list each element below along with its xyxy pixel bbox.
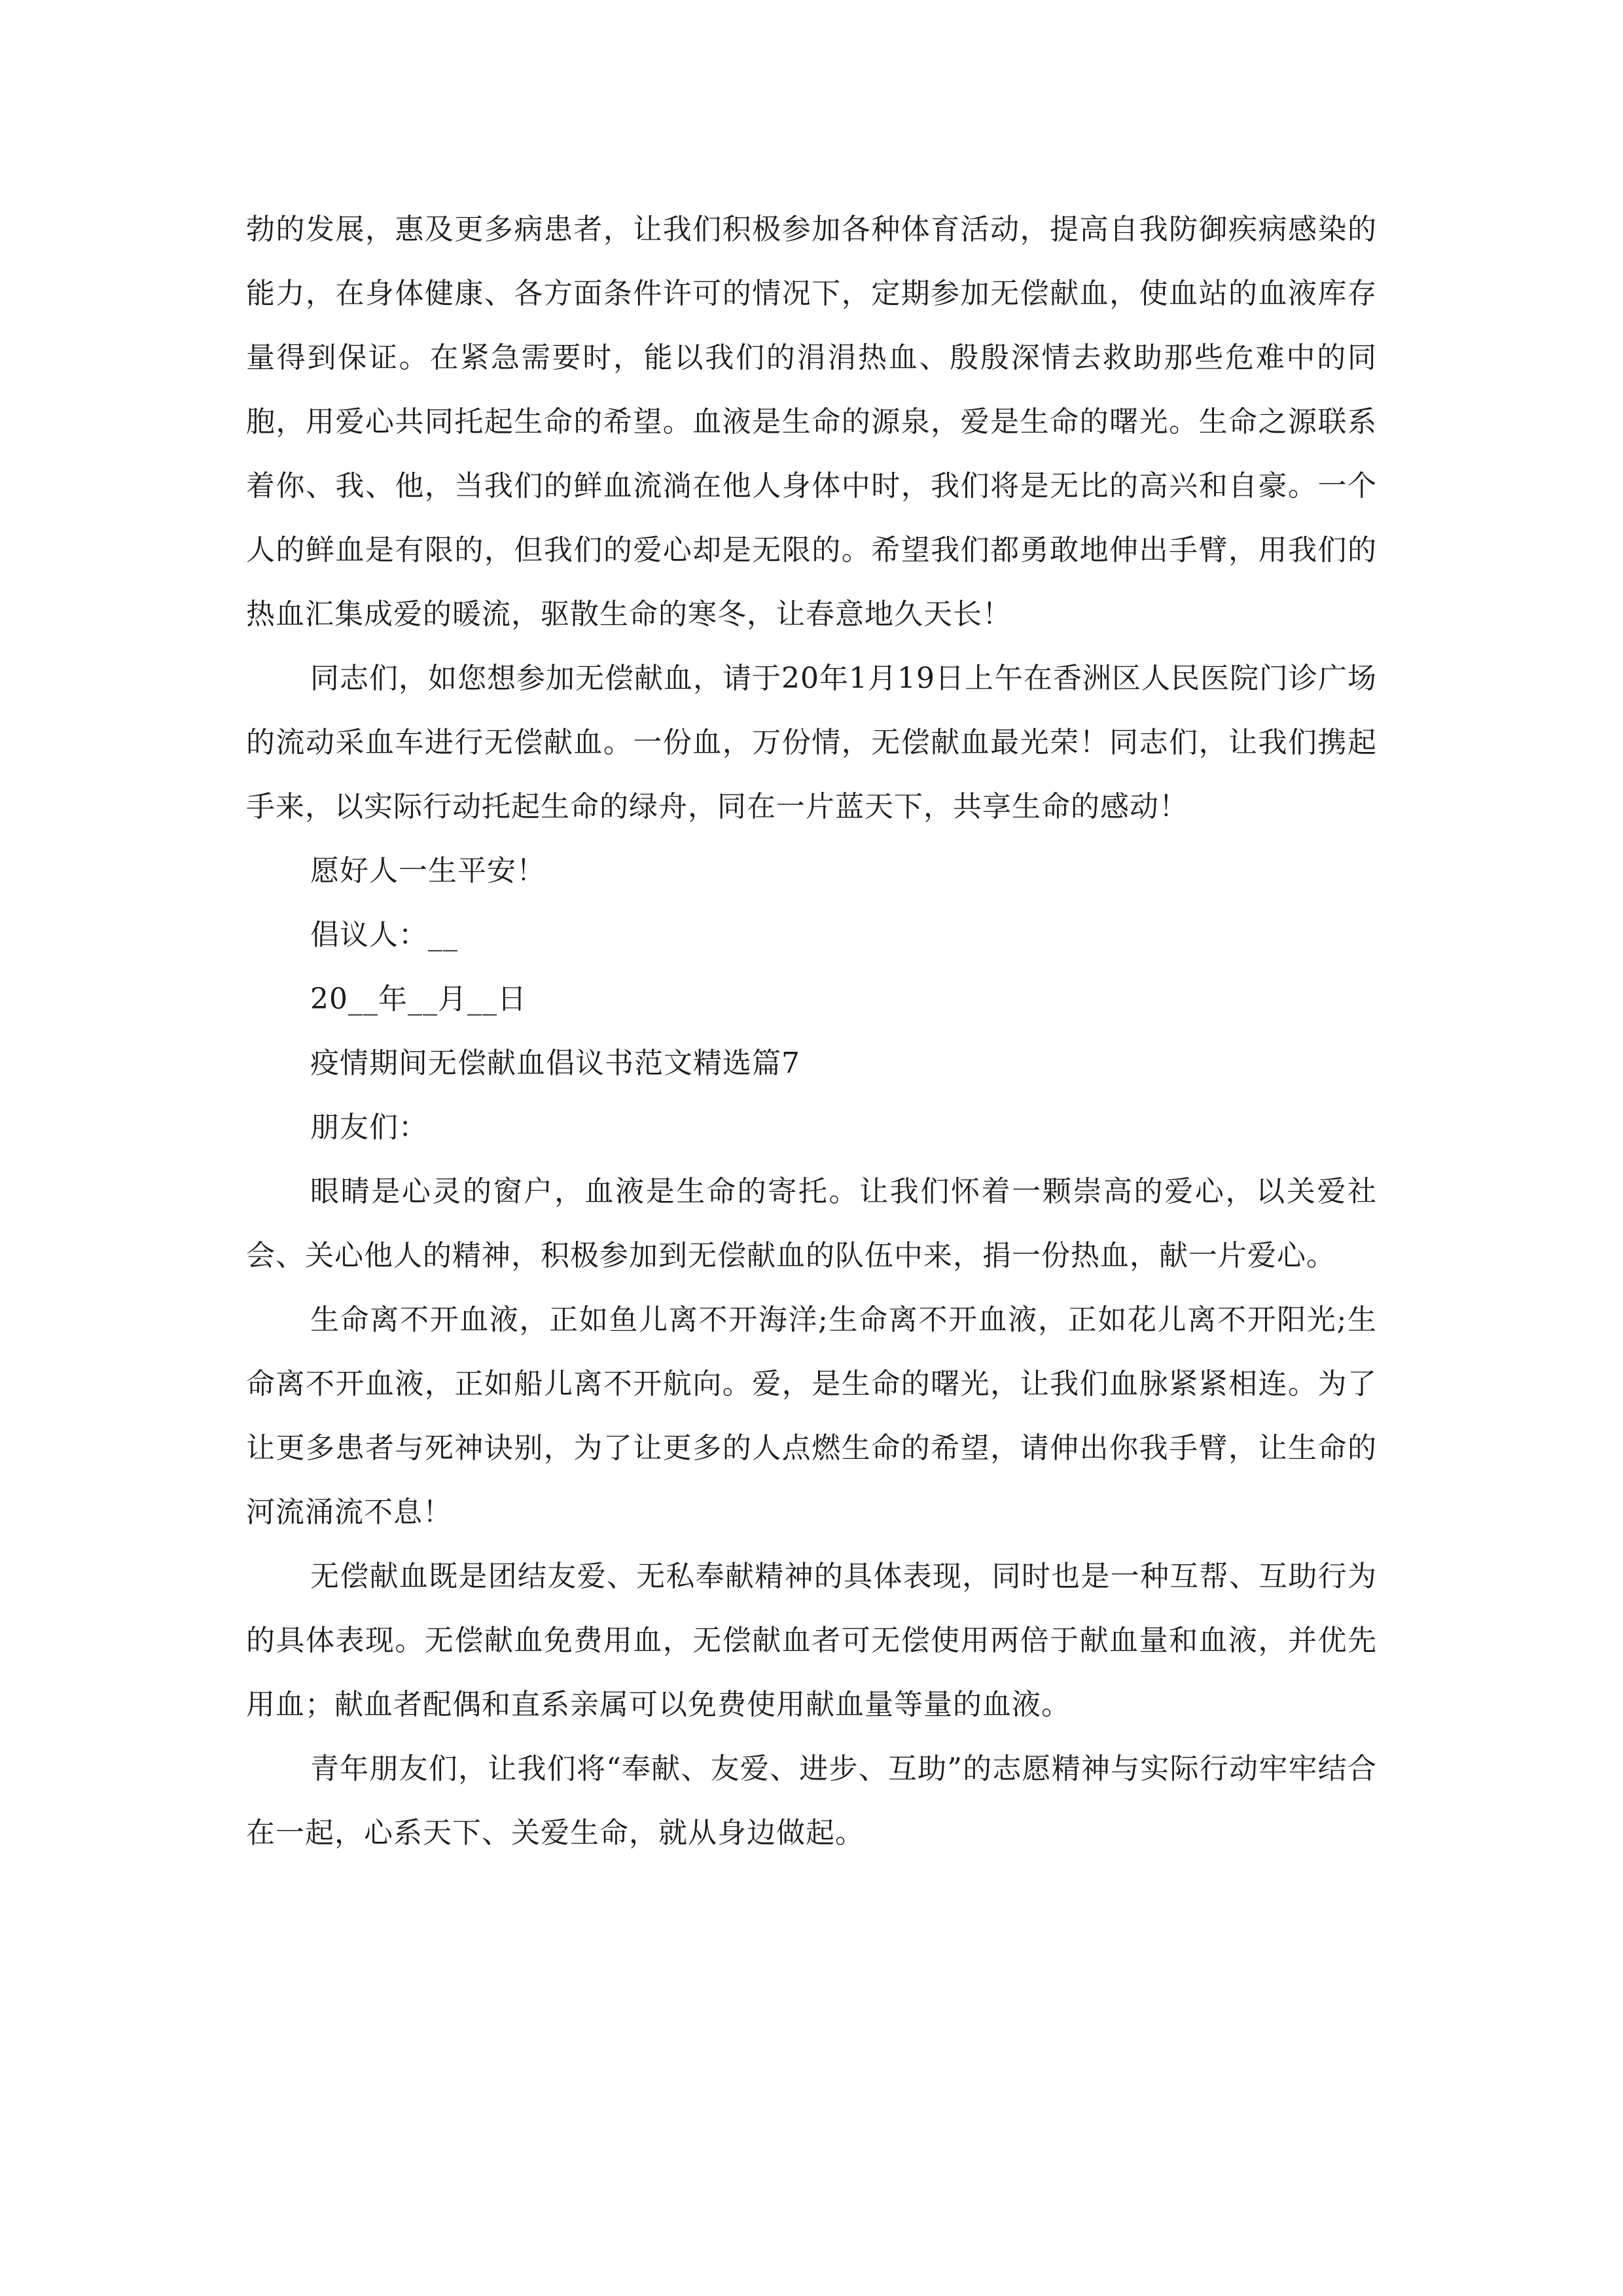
date-line: 20__年__月__日 [310, 982, 527, 1016]
section-title: 疫情期间无偿献血倡议书范文精选篇7 [310, 1047, 800, 1080]
body-paragraph: 勃的发展，惠及更多病患者，让我们积极参加各种体育活动，提高自我防御疾病感染的能力，在身体健康、各方面条件许可的情况下，定期参加无偿献血，使血站的血液库存量得到保证。在紧急需要时，能以我们的涓涓热血、殷殷深情去救助那些危难中的同胞，用爱心共同托起生命的希望。血液是生命的源泉，爱是生命的曙光。生命之源联系着你、我、他，当我们的鲜血流淌在他人身体中时，我们将是无比的高兴和自豪。一个人的鲜血是有限的，但我们的爱心却是无限的。希望我们都勇敢地伸出手臂，用我们的热血汇集成爱的暖流，驱散生命的寒冬，让春意地久天长！ [246, 213, 1377, 631]
initiator-line: 倡议人：__ [310, 918, 458, 952]
closing-wish: 愿好人一生平安！ [310, 854, 546, 888]
body-paragraph: 生命离不开血液，正如鱼儿离不开海洋;生命离不开血液，正如花儿离不开阳光;生命离不开血液，正如船儿离不开航向。爱，是生命的曙光，让我们血脉紧紧相连。为了让更多患者与死神诀别，为了让更多的人点燃生命的希望，请伸出你我手臂，让生命的河流涌流不息！ [246, 1303, 1377, 1529]
salutation: 朋友们： [310, 1111, 428, 1144]
body-paragraph: 青年朋友们，让我们将“奉献、友爱、进步、互助”的志愿精神与实际行动牢牢结合在一起，心系天下、关爱生命，就从身边做起。 [246, 1752, 1377, 1850]
body-paragraph: 同志们，如您想参加无偿献血，请于20年1月19日上午在香洲区人民医院门诊广场的流动采血车进行无偿献血。一份血，万份情，无偿献血最光荣！同志们，让我们携起手来，以实际行动托起生命的绿舟，同在一片蓝天下，共享生命的感动！ [246, 662, 1377, 823]
body-paragraph: 眼睛是心灵的窗户，血液是生命的寄托。让我们怀着一颗崇高的爱心，以关爱社会、关心他人的精神，积极参加到无偿献血的队伍中来，捐一份热血，献一片爱心。 [246, 1175, 1377, 1272]
body-paragraph: 无偿献血既是团结友爱、无私奉献精神的具体表现，同时也是一种互帮、互助行为的具体表现。无偿献血免费用血，无偿献血者可无偿使用两倍于献血量和血液，并优先用血；献血者配偶和直系亲属可以免费使用献血量等量的血液。 [246, 1560, 1377, 1721]
document-body [246, 198, 1377, 1865]
